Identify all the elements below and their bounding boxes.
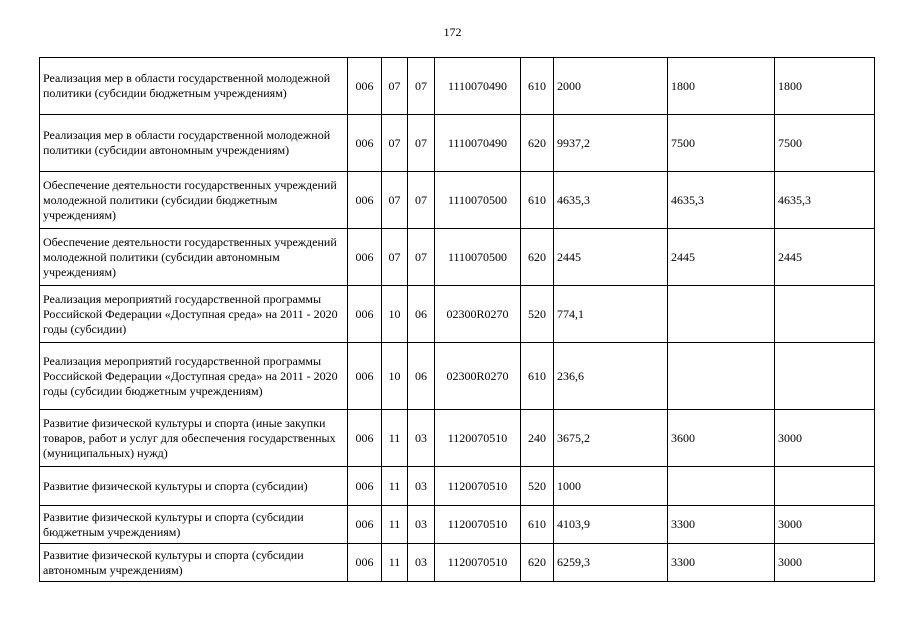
- section-code: 11: [382, 506, 408, 544]
- ministry-code: 006: [348, 410, 382, 467]
- item-name: Развитие физической культуры и спорта (субсидии): [40, 467, 348, 506]
- ministry-code: 006: [348, 467, 382, 506]
- section-code: 11: [382, 467, 408, 506]
- table-row: [40, 286, 875, 343]
- amount-year-2: 3600: [668, 410, 775, 467]
- item-name: Реализация мероприятий государственной программы Российской Федерации «Доступная среда» на 2011 - 2020 годы (субсидии бюджетным учреждениям): [40, 343, 348, 410]
- table-row: [40, 467, 875, 506]
- table-row: [40, 343, 875, 410]
- amount-year-3: 1800: [775, 58, 875, 115]
- expense-type-code: 610: [521, 58, 554, 115]
- target-article-code: 1110070490: [435, 58, 521, 115]
- subsection-code: 03: [408, 544, 435, 582]
- amount-year-3: 4635,3: [775, 172, 875, 229]
- subsection-code: 07: [408, 58, 435, 115]
- expense-type-code: 610: [521, 172, 554, 229]
- item-name: Реализация мероприятий государственной программы Российской Федерации «Доступная среда» на 2011 - 2020 годы (субсидии): [40, 286, 348, 343]
- section-code: 11: [382, 544, 408, 582]
- item-name: Реализация мер в области государственной молодежной политики (субсидии автономным учреждениям): [40, 115, 348, 172]
- table-row: [40, 115, 875, 172]
- amount-year-1: 9937,2: [554, 115, 668, 172]
- table-row: [40, 172, 875, 229]
- amount-year-1: 4635,3: [554, 172, 668, 229]
- item-name: Развитие физической культуры и спорта (иные закупки товаров, работ и услуг для обеспечения государственных (муниципальных) нужд): [40, 410, 348, 467]
- amount-year-1: 2445: [554, 229, 668, 286]
- subsection-code: 03: [408, 467, 435, 506]
- amount-year-2: 3300: [668, 544, 775, 582]
- amount-year-1: 1000: [554, 467, 668, 506]
- subsection-code: 03: [408, 506, 435, 544]
- subsection-code: 07: [408, 172, 435, 229]
- section-code: 10: [382, 286, 408, 343]
- table-row: [40, 58, 875, 115]
- target-article-code: 1120070510: [435, 467, 521, 506]
- ministry-code: 006: [348, 115, 382, 172]
- target-article-code: 02300R0270: [435, 286, 521, 343]
- ministry-code: 006: [348, 506, 382, 544]
- amount-year-2: 7500: [668, 115, 775, 172]
- ministry-code: 006: [348, 172, 382, 229]
- subsection-code: 06: [408, 343, 435, 410]
- amount-year-1: 236,6: [554, 343, 668, 410]
- ministry-code: 006: [348, 343, 382, 410]
- subsection-code: 07: [408, 115, 435, 172]
- target-article-code: 1110070500: [435, 172, 521, 229]
- amount-year-2: 4635,3: [668, 172, 775, 229]
- subsection-code: 07: [408, 229, 435, 286]
- table-row: [40, 544, 875, 582]
- amount-year-3: 3000: [775, 410, 875, 467]
- section-code: 07: [382, 115, 408, 172]
- expense-type-code: 610: [521, 506, 554, 544]
- amount-year-2: [668, 343, 775, 410]
- expense-type-code: 520: [521, 286, 554, 343]
- section-code: 07: [382, 172, 408, 229]
- target-article-code: 1120070510: [435, 410, 521, 467]
- expense-type-code: 620: [521, 115, 554, 172]
- target-article-code: 02300R0270: [435, 343, 521, 410]
- amount-year-3: 3000: [775, 544, 875, 582]
- expense-type-code: 240: [521, 410, 554, 467]
- target-article-code: 1120070510: [435, 544, 521, 582]
- target-article-code: 1110070500: [435, 229, 521, 286]
- amount-year-3: 2445: [775, 229, 875, 286]
- section-code: 07: [382, 58, 408, 115]
- budget-table-body: [40, 58, 875, 582]
- ministry-code: 006: [348, 58, 382, 115]
- item-name: Развитие физической культуры и спорта (субсидии бюджетным учреждениям): [40, 506, 348, 544]
- subsection-code: 06: [408, 286, 435, 343]
- item-name: Реализация мер в области государственной молодежной политики (субсидии бюджетным учреждениям): [40, 58, 348, 115]
- item-name: Обеспечение деятельности государственных учреждений молодежной политики (субсидии автономным учреждениям): [40, 229, 348, 286]
- amount-year-1: 774,1: [554, 286, 668, 343]
- expense-type-code: 610: [521, 343, 554, 410]
- target-article-code: 1120070510: [435, 506, 521, 544]
- target-article-code: 1110070490: [435, 115, 521, 172]
- amount-year-3: [775, 343, 875, 410]
- amount-year-3: 7500: [775, 115, 875, 172]
- table-row: [40, 506, 875, 544]
- amount-year-1: 3675,2: [554, 410, 668, 467]
- amount-year-3: [775, 467, 875, 506]
- amount-year-1: 4103,9: [554, 506, 668, 544]
- section-code: 07: [382, 229, 408, 286]
- expense-type-code: 620: [521, 544, 554, 582]
- amount-year-2: [668, 467, 775, 506]
- amount-year-2: 2445: [668, 229, 775, 286]
- subsection-code: 03: [408, 410, 435, 467]
- amount-year-2: 1800: [668, 58, 775, 115]
- amount-year-2: [668, 286, 775, 343]
- expense-type-code: 620: [521, 229, 554, 286]
- amount-year-1: 6259,3: [554, 544, 668, 582]
- amount-year-2: 3300: [668, 506, 775, 544]
- item-name: Обеспечение деятельности государственных учреждений молодежной политики (субсидии бюджетным учреждениям): [40, 172, 348, 229]
- table-row: [40, 229, 875, 286]
- section-code: 11: [382, 410, 408, 467]
- amount-year-3: 3000: [775, 506, 875, 544]
- page-number: 172: [443, 25, 462, 39]
- item-name: Развитие физической культуры и спорта (субсидии автономным учреждениям): [40, 544, 348, 582]
- table-row: [40, 410, 875, 467]
- ministry-code: 006: [348, 229, 382, 286]
- amount-year-3: [775, 286, 875, 343]
- amount-year-1: 2000: [554, 58, 668, 115]
- expense-type-code: 520: [521, 467, 554, 506]
- section-code: 10: [382, 343, 408, 410]
- ministry-code: 006: [348, 544, 382, 582]
- ministry-code: 006: [348, 286, 382, 343]
- budget-table: [39, 57, 875, 582]
